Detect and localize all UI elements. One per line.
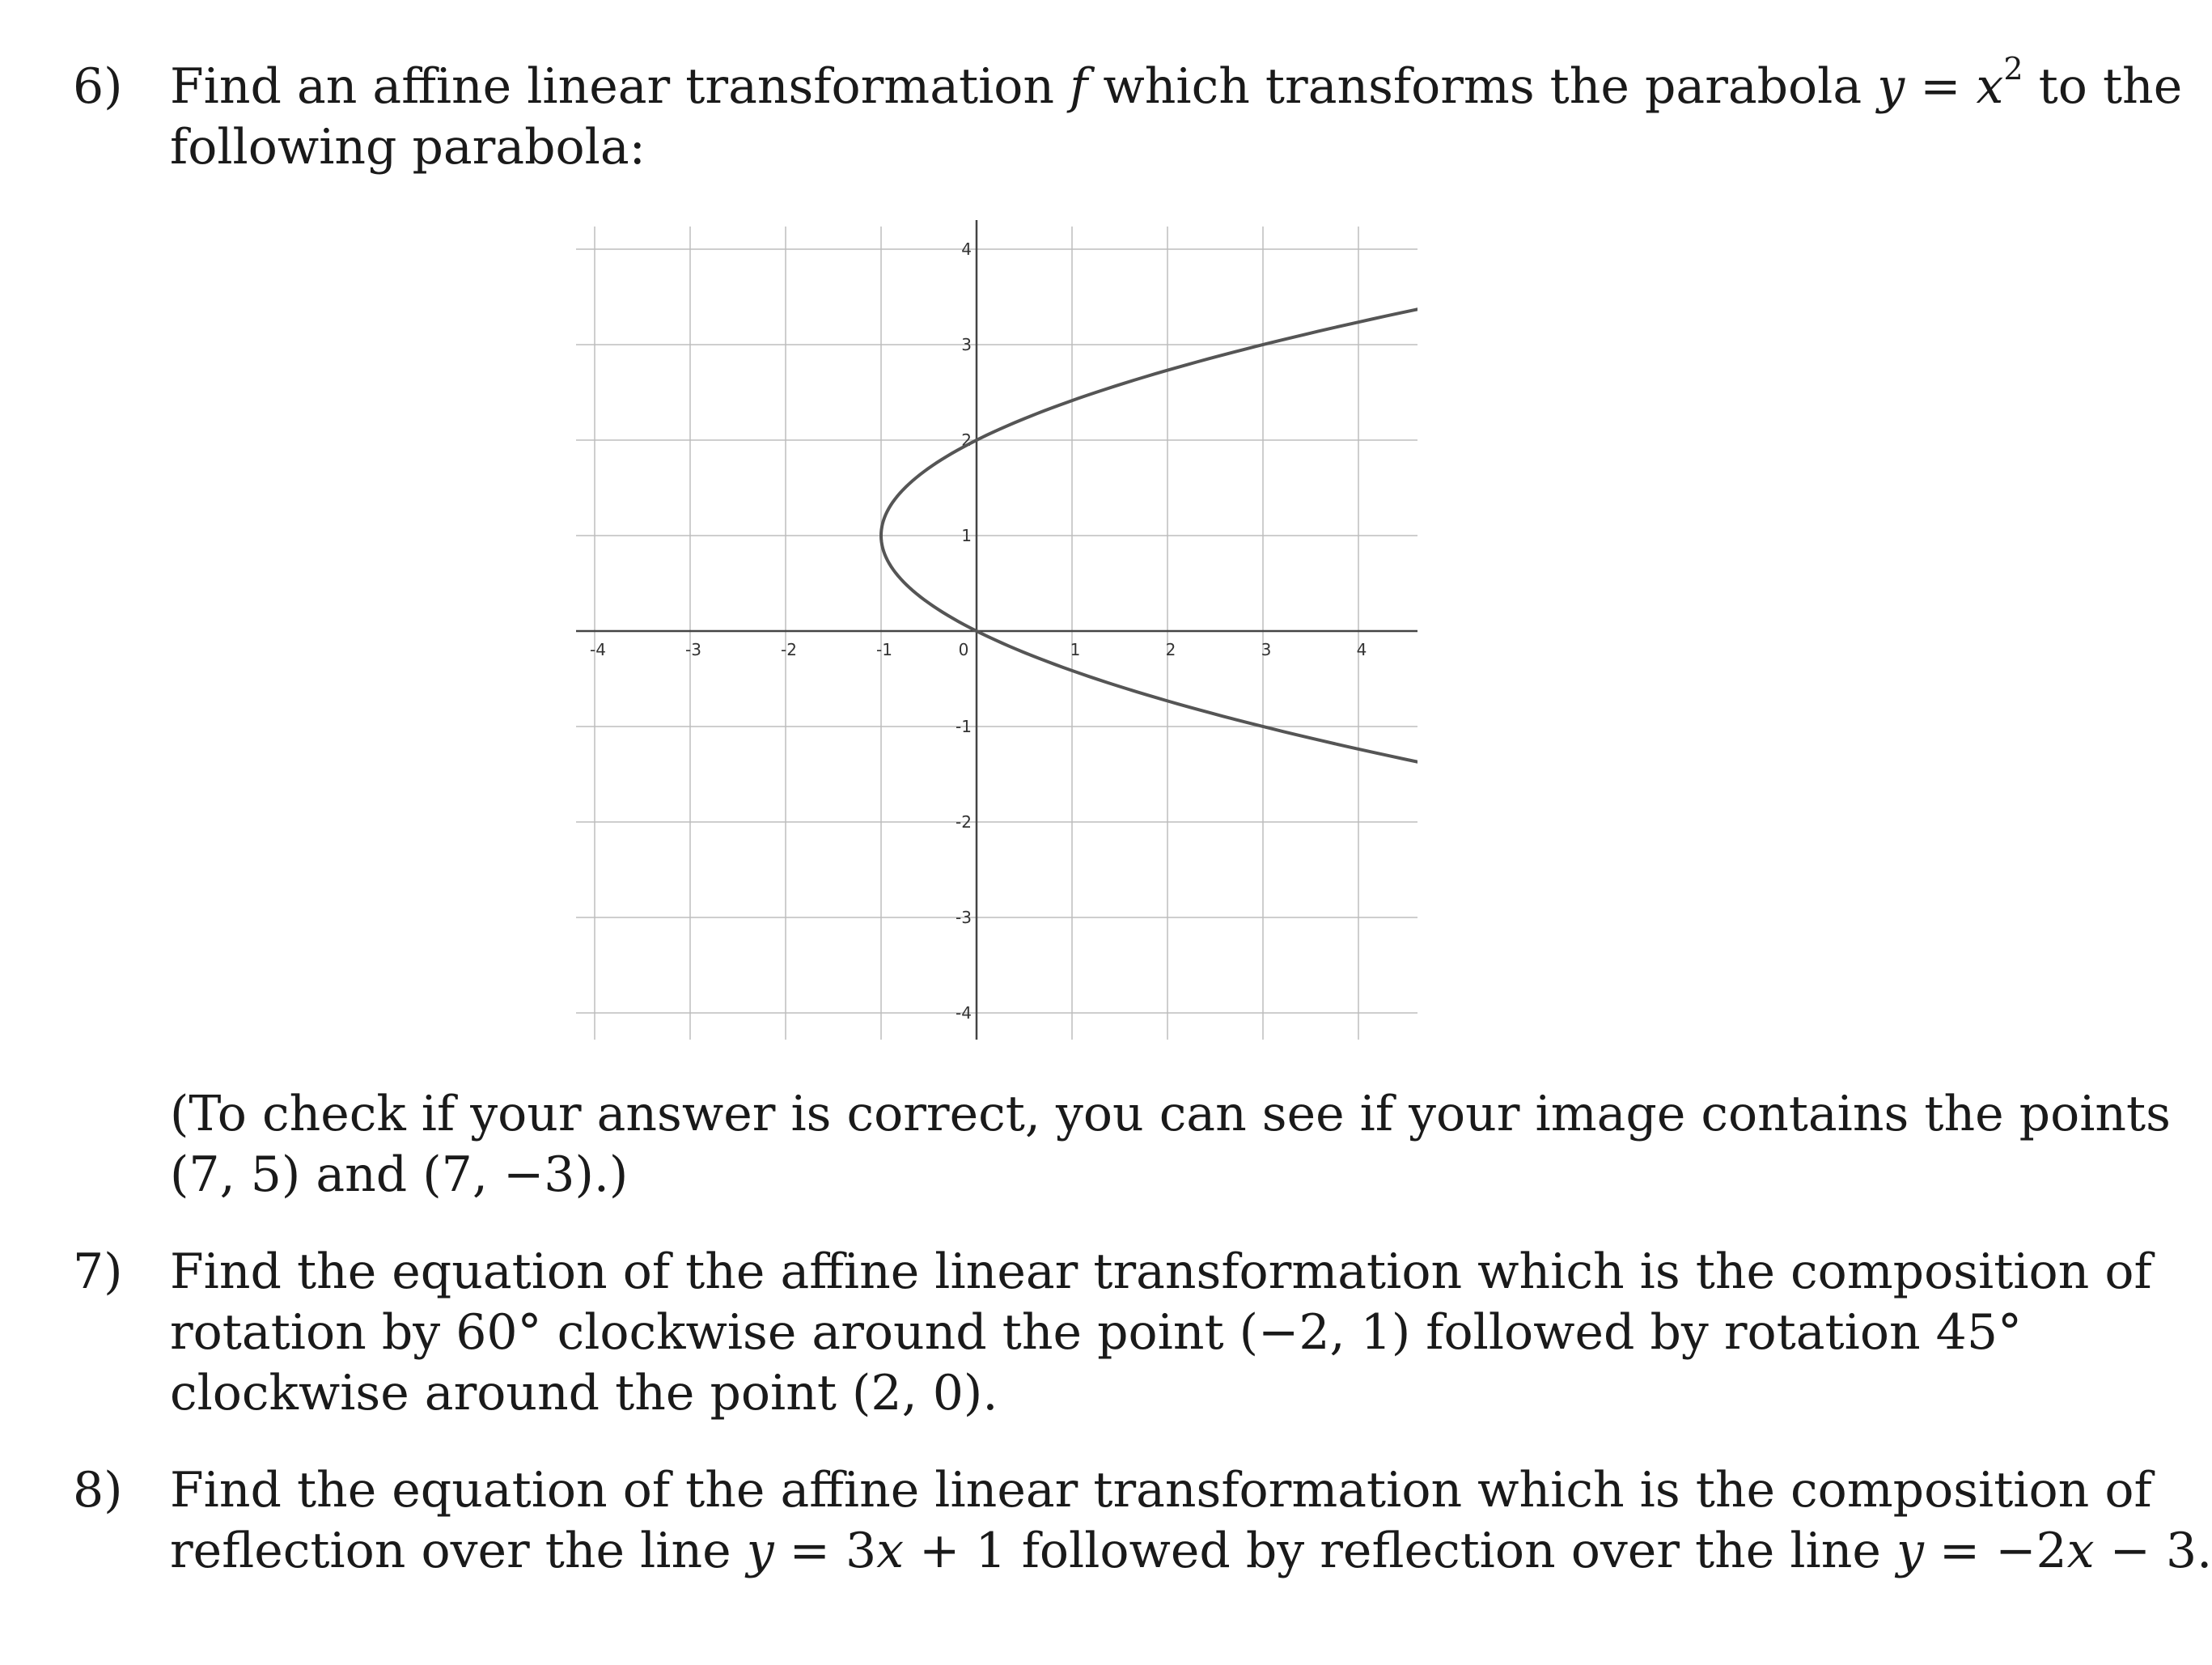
text-run: to the [2023, 58, 2183, 115]
text-run: = −2 [1923, 1523, 2067, 1579]
math-var: x [2066, 1523, 2095, 1579]
problem-number: 6) [73, 58, 123, 115]
problem-text [170, 51, 2183, 178]
text-run: Find an affine linear transformation [170, 58, 1070, 115]
math-equation: y = x [1877, 58, 2004, 115]
problem-line: rotation by 60° clockwise around the point (−2, 1) followed by rotation 45° [170, 1304, 2023, 1361]
y-tick-label: 1 [961, 526, 972, 545]
y-tick-label: -3 [956, 908, 972, 927]
problem-line [170, 51, 2183, 117]
graph-svg [566, 206, 1424, 1048]
parabola-graph [566, 206, 1424, 1048]
note-line: (To check if your answer is correct, you can see if your image contains the points [170, 1086, 2171, 1142]
problem-line [170, 1521, 2212, 1582]
x-tick-label: 4 [1356, 640, 1367, 659]
x-tick-label: 0 [958, 640, 969, 659]
problem-line: Find the equation of the affine linear transformation which is the composition of [170, 1462, 2152, 1519]
problem-line [170, 117, 2182, 178]
text-run: + 1 followed by reflection over the line [904, 1523, 1896, 1579]
note-line: (7, 5) and (7, −3).) [170, 1146, 629, 1203]
problem-number: 8) [73, 1462, 123, 1519]
x-tick-label: 3 [1261, 640, 1272, 659]
x-tick-label: 1 [1070, 640, 1081, 659]
text-run: reflection over the line [170, 1523, 747, 1579]
math-exponent: 2 [2003, 51, 2023, 87]
x-tick-label: -1 [876, 640, 892, 659]
parabola-curve [881, 239, 1921, 850]
problem-number: 7) [73, 1243, 123, 1300]
y-tick-label: 4 [961, 239, 972, 259]
x-tick-label: -3 [685, 640, 701, 659]
text-run: = 3 [773, 1523, 877, 1579]
y-tick-label: 3 [961, 335, 972, 354]
text-run: following parabola: [170, 119, 646, 176]
problem-text [170, 1460, 2212, 1582]
x-tick-label: -2 [781, 640, 797, 659]
problem-line: Find the equation of the affine linear transformation which is the composition of [170, 1243, 2152, 1300]
text-run: which transforms the parabola [1087, 58, 1878, 115]
y-tick-label: 2 [961, 430, 972, 450]
math-f: f [1070, 58, 1088, 115]
x-tick-label: -4 [590, 640, 606, 659]
y-tick-label: -2 [956, 812, 972, 832]
x-tick-label: 2 [1165, 640, 1176, 659]
check-note-text [170, 1084, 2171, 1205]
problem-line: clockwise around the point (2, 0). [170, 1365, 998, 1421]
math-var: y [746, 1523, 774, 1579]
y-tick-label: -1 [956, 717, 972, 736]
y-tick-label: -4 [956, 1003, 972, 1023]
math-var: y [1896, 1523, 1924, 1579]
problem-text [170, 1242, 2152, 1424]
math-var: x [876, 1523, 905, 1579]
text-run: − 3. [2094, 1523, 2212, 1579]
